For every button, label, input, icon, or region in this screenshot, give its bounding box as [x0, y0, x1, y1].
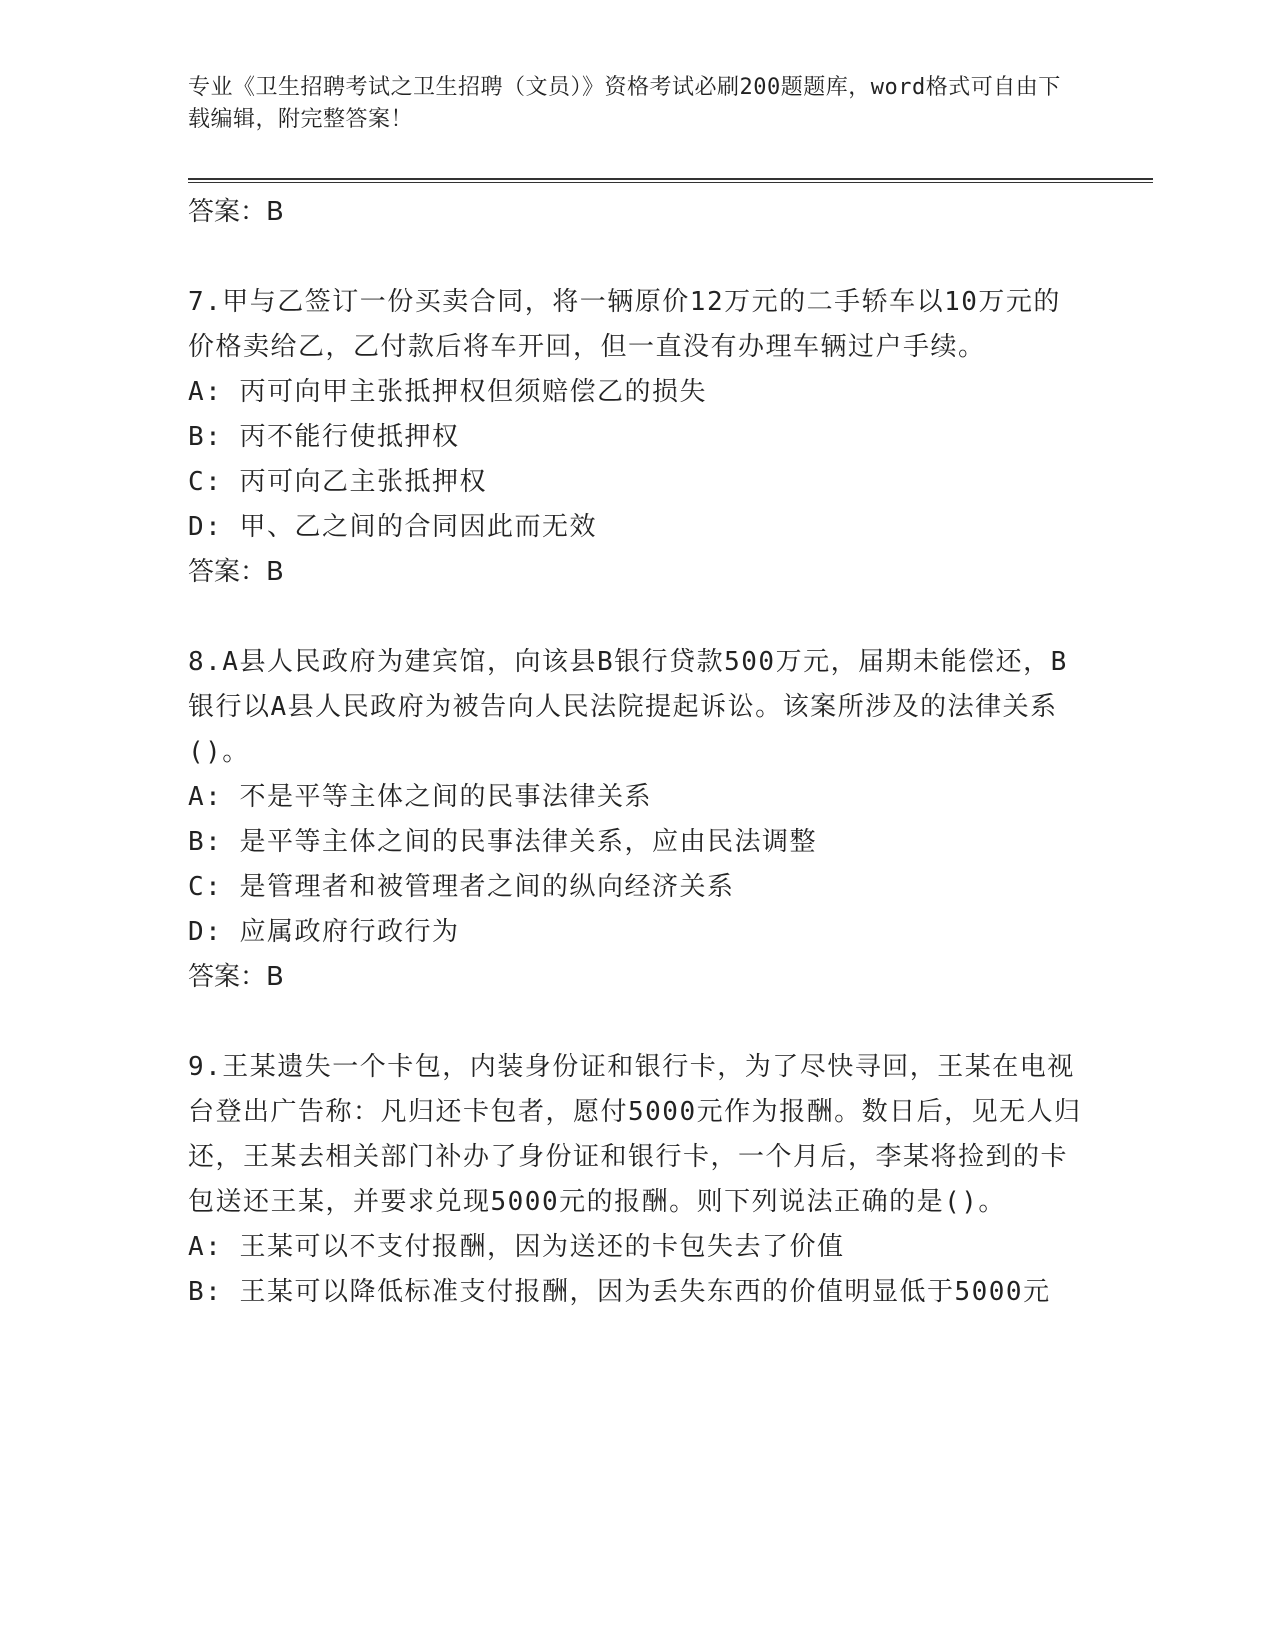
question-7: [188, 280, 1088, 594]
option-b: B: 丙不能行使抵押权: [188, 422, 460, 452]
option-d: D: 应属政府行政行为: [188, 917, 460, 947]
previous-answer: 答案：B: [188, 197, 284, 227]
document-header: 专业《卫生招聘考试之卫生招聘（文员）》资格考试必刷200题题库，word格式可自由下载编辑，附完整答案！: [188, 75, 1061, 132]
question-9: [188, 1045, 1088, 1315]
question-content: [188, 190, 1088, 1315]
question-stem: 7.甲与乙签订一份买卖合同，将一辆原价12万元的二手轿车以10万元的价格卖给乙，乙付款后将车开回，但一直没有办理车辆过户手续。: [188, 287, 1061, 362]
header-divider-thick: [188, 178, 1153, 180]
question-8: [188, 640, 1088, 999]
header-divider-thin: [188, 182, 1153, 183]
answer: 答案：B: [188, 557, 284, 587]
question-stem: 9.王某遗失一个卡包，内装身份证和银行卡，为了尽快寻回，王某在电视台登出广告称：凡归还卡包者，愿付5000元作为报酬。数日后，见无人归还，王某去相关部门补办了身份证和银行卡，一个月后，李某将捡到的卡包送还王某，并要求兑现5000元的报酬。则下列说法正确的是()。: [188, 1052, 1082, 1217]
option-b: B: 是平等主体之间的民事法律关系，应由民法调整: [188, 827, 817, 857]
option-d: D: 甲、乙之间的合同因此而无效: [188, 512, 597, 542]
option-c: C: 丙可向乙主张抵押权: [188, 467, 487, 497]
option-a: A: 不是平等主体之间的民事法律关系: [188, 782, 652, 812]
question-stem: 8.A县人民政府为建宾馆，向该县B银行贷款500万元，届期未能偿还，B银行以A县人民政府为被告向人民法院提起诉讼。该案所涉及的法律关系()。: [188, 647, 1068, 767]
option-a: A: 王某可以不支付报酬，因为送还的卡包失去了价值: [188, 1232, 845, 1262]
option-a: A: 丙可向甲主张抵押权但须赔偿乙的损失: [188, 377, 707, 407]
option-c: C: 是管理者和被管理者之间的纵向经济关系: [188, 872, 735, 902]
option-b: B: 王某可以降低标准支付报酬，因为丢失东西的价值明显低于5000元: [188, 1277, 1051, 1307]
answer: 答案：B: [188, 962, 284, 992]
